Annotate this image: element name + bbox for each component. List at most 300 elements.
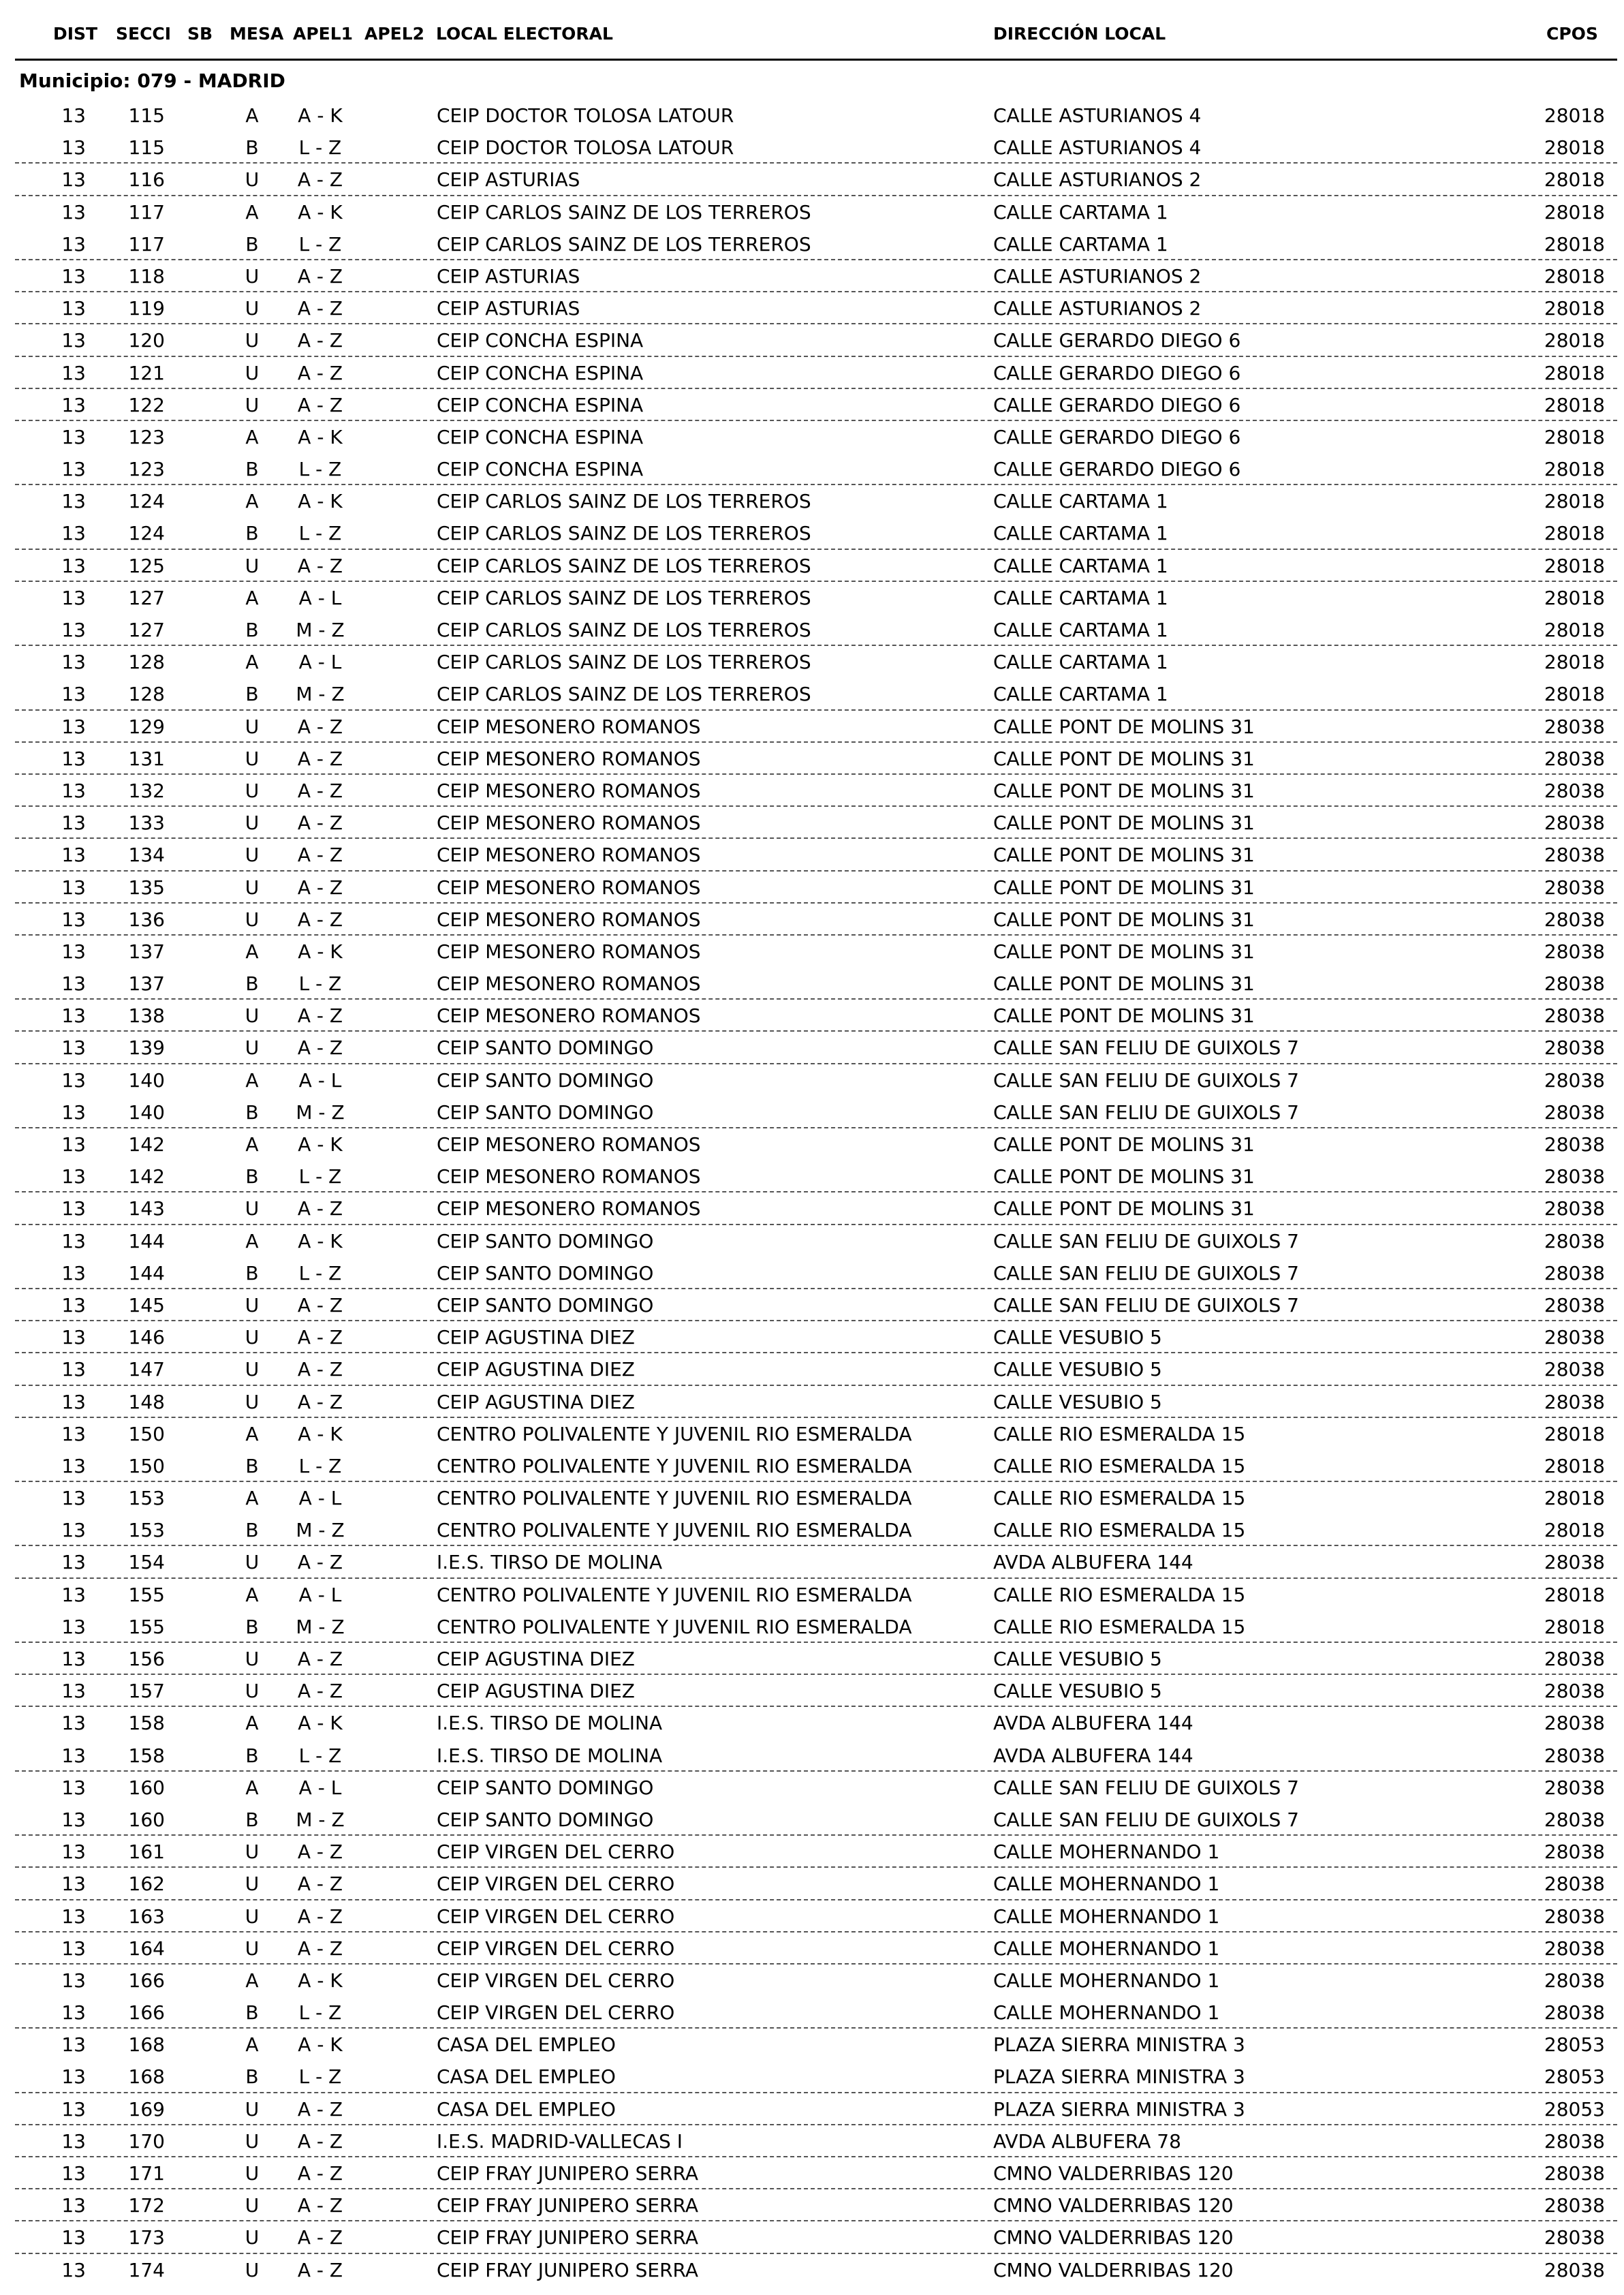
cell-local: CEIP SANTO DOMINGO (437, 1036, 654, 1060)
table-row (0, 1642, 1624, 1674)
cell-dist: 13 (61, 554, 86, 577)
cell-direccion: CALLE RIO ESMERALDA 15 (993, 1422, 1246, 1445)
cell-mesa: U (245, 1551, 260, 1574)
cell-dist: 13 (61, 168, 86, 191)
cell-apel: A - Z (297, 1551, 343, 1574)
cell-secci: 137 (128, 972, 165, 996)
cell-direccion: CALLE PONT DE MOLINS 31 (993, 1165, 1255, 1188)
cell-mesa: B (245, 2001, 259, 2024)
cell-apel: A - Z (297, 715, 343, 738)
table-row (0, 710, 1624, 742)
table-row (0, 1031, 1624, 1063)
cell-apel: A - Z (297, 779, 343, 802)
cell-direccion: CALLE ASTURIANOS 4 (993, 136, 1202, 159)
cell-cpos: 28018 (1544, 297, 1605, 320)
cell-cpos: 28018 (1544, 554, 1605, 577)
cell-local: CEIP SANTO DOMINGO (437, 1261, 654, 1284)
cell-secci: 163 (128, 1905, 165, 1928)
cell-secci: 150 (128, 1454, 165, 1477)
cell-dist: 13 (61, 2194, 86, 2217)
table-row (0, 131, 1624, 163)
cell-cpos: 28038 (1544, 1680, 1605, 1703)
cell-dist: 13 (61, 1165, 86, 1188)
table-row (0, 2253, 1624, 2285)
cell-dist: 13 (61, 812, 86, 835)
cell-local: CEIP MESONERO ROMANOS (437, 1165, 701, 1188)
cell-apel: A - K (298, 1712, 343, 1735)
cell-direccion: CALLE PONT DE MOLINS 31 (993, 1197, 1255, 1220)
cell-apel: L - Z (298, 136, 342, 159)
cell-local: CEIP CARLOS SAINZ DE LOS TERREROS (437, 554, 811, 577)
cell-direccion: CALLE PONT DE MOLINS 31 (993, 940, 1255, 963)
cell-dist: 13 (61, 136, 86, 159)
cell-secci: 142 (128, 1165, 165, 1188)
cell-dist: 13 (61, 1583, 86, 1606)
cell-direccion: CALLE PONT DE MOLINS 31 (993, 1133, 1255, 1156)
cell-direccion: CALLE PONT DE MOLINS 31 (993, 747, 1255, 770)
cell-direccion: CALLE CARTAMA 1 (993, 200, 1168, 224)
cell-local: CEIP SANTO DOMINGO (437, 1068, 654, 1092)
table-row (0, 742, 1624, 774)
cell-cpos: 28038 (1544, 876, 1605, 899)
cell-dist: 13 (61, 1937, 86, 1960)
cell-dist: 13 (61, 683, 86, 706)
cell-dist: 13 (61, 1744, 86, 1767)
cell-mesa: U (245, 1873, 260, 1896)
cell-cpos: 28038 (1544, 715, 1605, 738)
cell-dist: 13 (61, 715, 86, 738)
cell-cpos: 28018 (1544, 425, 1605, 448)
cell-mesa: A (245, 586, 259, 609)
cell-direccion: CALLE ASTURIANOS 2 (993, 297, 1202, 320)
cell-local: I.E.S. MADRID-VALLECAS I (437, 2129, 683, 2153)
cell-local: CASA DEL EMPLEO (437, 2097, 616, 2121)
cell-cpos: 28038 (1544, 2258, 1605, 2281)
cell-secci: 132 (128, 779, 165, 802)
cell-mesa: U (245, 747, 260, 770)
cell-apel: A - Z (297, 844, 343, 867)
cell-apel: A - Z (297, 264, 343, 288)
cell-mesa: A (245, 490, 259, 513)
cell-cpos: 28038 (1544, 812, 1605, 835)
cell-apel: A - Z (297, 1648, 343, 1670)
cell-local: CEIP AGUSTINA DIEZ (437, 1358, 635, 1381)
cell-direccion: CALLE PONT DE MOLINS 31 (993, 876, 1255, 899)
table-row (0, 1578, 1624, 1610)
cell-secci: 173 (128, 2226, 165, 2249)
table-row (0, 452, 1624, 484)
cell-direccion: CMNO VALDERRIBAS 120 (993, 2162, 1234, 2185)
cell-cpos: 28038 (1544, 1648, 1605, 1670)
cell-cpos: 28038 (1544, 1100, 1605, 1124)
cell-dist: 13 (61, 2033, 86, 2057)
cell-apel: A - L (298, 651, 342, 674)
cell-dist: 13 (61, 200, 86, 224)
cell-local: CEIP MESONERO ROMANOS (437, 972, 701, 996)
cell-mesa: A (245, 1422, 259, 1445)
cell-apel: A - Z (297, 2097, 343, 2121)
cell-apel: A - Z (297, 876, 343, 899)
cell-dist: 13 (61, 1519, 86, 1542)
cell-cpos: 28038 (1544, 1261, 1605, 1284)
cell-local: CEIP AGUSTINA DIEZ (437, 1680, 635, 1703)
cell-apel: L - Z (298, 522, 342, 545)
cell-dist: 13 (61, 972, 86, 996)
cell-direccion: CALLE PONT DE MOLINS 31 (993, 779, 1255, 802)
cell-dist: 13 (61, 264, 86, 288)
table-row (0, 967, 1624, 999)
cell-direccion: CALLE CARTAMA 1 (993, 232, 1168, 256)
cell-local: CENTRO POLIVALENTE Y JUVENIL RIO ESMERALDA (437, 1519, 912, 1542)
cell-mesa: U (245, 908, 260, 931)
cell-direccion: CALLE CARTAMA 1 (993, 619, 1168, 641)
cell-dist: 13 (61, 361, 86, 384)
cell-local: CEIP CONCHA ESPINA (437, 458, 644, 481)
cell-mesa: U (245, 876, 260, 899)
cell-cpos: 28018 (1544, 104, 1605, 127)
cell-dist: 13 (61, 1197, 86, 1220)
cell-local: CENTRO POLIVALENTE Y JUVENIL RIO ESMERALDA (437, 1583, 912, 1606)
cell-cpos: 28038 (1544, 1358, 1605, 1381)
table-row (0, 1128, 1624, 1160)
cell-secci: 115 (128, 104, 165, 127)
table-row (0, 484, 1624, 517)
cell-mesa: B (245, 1808, 259, 1831)
header-mesa: MESA (230, 24, 284, 44)
cell-mesa: U (245, 1326, 260, 1349)
table-row (0, 1964, 1624, 1996)
table-row (0, 1545, 1624, 1577)
cell-direccion: CALLE GERARDO DIEGO 6 (993, 458, 1241, 481)
cell-direccion: CALLE PONT DE MOLINS 31 (993, 812, 1255, 835)
cell-apel: A - Z (297, 2258, 343, 2281)
cell-secci: 170 (128, 2129, 165, 2153)
cell-mesa: U (245, 2097, 260, 2121)
cell-direccion: CALLE VESUBIO 5 (993, 1680, 1162, 1703)
cell-secci: 157 (128, 1680, 165, 1703)
cell-direccion: CALLE PONT DE MOLINS 31 (993, 844, 1255, 867)
cell-cpos: 28018 (1544, 136, 1605, 159)
cell-local: CEIP CONCHA ESPINA (437, 361, 644, 384)
table-row (0, 356, 1624, 388)
cell-direccion: CALLE GERARDO DIEGO 6 (993, 425, 1241, 448)
cell-cpos: 28038 (1544, 1744, 1605, 1767)
cell-local: CEIP VIRGEN DEL CERRO (437, 2001, 675, 2024)
cell-mesa: U (245, 2258, 260, 2281)
cell-cpos: 28018 (1544, 522, 1605, 545)
table-row (0, 1321, 1624, 1353)
table-row (0, 292, 1624, 324)
cell-cpos: 28038 (1544, 1197, 1605, 1220)
table-row (0, 324, 1624, 356)
cell-apel: A - K (298, 1422, 343, 1445)
cell-secci: 133 (128, 812, 165, 835)
cell-direccion: CALLE MOHERNANDO 1 (993, 1969, 1220, 1992)
cell-mesa: A (245, 1776, 259, 1799)
cell-cpos: 28018 (1544, 1615, 1605, 1638)
cell-local: CEIP MESONERO ROMANOS (437, 876, 701, 899)
cell-cpos: 28018 (1544, 1422, 1605, 1445)
cell-local: CEIP VIRGEN DEL CERRO (437, 1969, 675, 1992)
cell-apel: A - K (298, 104, 343, 127)
cell-direccion: CALLE MOHERNANDO 1 (993, 2001, 1220, 2024)
cell-local: CEIP FRAY JUNIPERO SERRA (437, 2226, 699, 2249)
table-row (0, 1064, 1624, 1096)
cell-apel: A - L (298, 1068, 342, 1092)
cell-mesa: A (245, 1712, 259, 1735)
cell-cpos: 28038 (1544, 1293, 1605, 1316)
cell-dist: 13 (61, 1680, 86, 1703)
cell-local: CEIP MESONERO ROMANOS (437, 1197, 701, 1220)
cell-direccion: CALLE SAN FELIU DE GUIXOLS 7 (993, 1293, 1299, 1316)
cell-mesa: U (245, 1905, 260, 1928)
cell-local: CEIP SANTO DOMINGO (437, 1229, 654, 1252)
table-row (0, 1803, 1624, 1835)
cell-mesa: B (245, 1744, 259, 1767)
cell-dist: 13 (61, 1776, 86, 1799)
cell-cpos: 28038 (1544, 1390, 1605, 1413)
cell-mesa: A (245, 940, 259, 963)
cell-secci: 171 (128, 2162, 165, 2185)
table-row (0, 1353, 1624, 1385)
table-row (0, 1224, 1624, 1257)
cell-apel: A - Z (297, 1390, 343, 1413)
header-secci: SECCI (116, 24, 172, 44)
table-row (0, 1289, 1624, 1321)
cell-local: CENTRO POLIVALENTE Y JUVENIL RIO ESMERALDA (437, 1454, 912, 1477)
table-row (0, 517, 1624, 549)
table-row (0, 2060, 1624, 2092)
cell-local: CEIP CARLOS SAINZ DE LOS TERREROS (437, 232, 811, 256)
cell-direccion: CALLE CARTAMA 1 (993, 651, 1168, 674)
cell-direccion: CALLE CARTAMA 1 (993, 683, 1168, 706)
cell-direccion: CALLE MOHERNANDO 1 (993, 1937, 1220, 1960)
cell-dist: 13 (61, 490, 86, 513)
table-row (0, 903, 1624, 935)
cell-mesa: U (245, 393, 260, 416)
cell-direccion: CALLE MOHERNANDO 1 (993, 1873, 1220, 1896)
cell-direccion: CALLE SAN FELIU DE GUIXOLS 7 (993, 1036, 1299, 1060)
cell-secci: 124 (128, 522, 165, 545)
cell-secci: 140 (128, 1100, 165, 1124)
cell-apel: A - Z (297, 168, 343, 191)
cell-mesa: U (245, 297, 260, 320)
cell-secci: 127 (128, 586, 165, 609)
cell-cpos: 28018 (1544, 361, 1605, 384)
table-row (0, 1867, 1624, 1899)
cell-local: CASA DEL EMPLEO (437, 2033, 616, 2057)
cell-secci: 158 (128, 1744, 165, 1767)
cell-secci: 169 (128, 2097, 165, 2121)
cell-mesa: A (245, 1583, 259, 1606)
cell-mesa: U (245, 1680, 260, 1703)
cell-cpos: 28038 (1544, 1551, 1605, 1574)
cell-apel: A - Z (297, 1840, 343, 1864)
cell-direccion: CALLE VESUBIO 5 (993, 1358, 1162, 1381)
cell-direccion: CALLE SAN FELIU DE GUIXOLS 7 (993, 1776, 1299, 1799)
cell-local: CEIP CARLOS SAINZ DE LOS TERREROS (437, 490, 811, 513)
municipio-label: Municipio: 079 - MADRID (19, 70, 285, 92)
cell-apel: A - Z (297, 2226, 343, 2249)
cell-secci: 147 (128, 1358, 165, 1381)
cell-local: CEIP ASTURIAS (437, 264, 580, 288)
header-apel2: APEL2 (364, 24, 425, 44)
cell-local: CEIP VIRGEN DEL CERRO (437, 1873, 675, 1896)
cell-apel: A - Z (297, 2129, 343, 2153)
cell-cpos: 28038 (1544, 1969, 1605, 1992)
cell-direccion: AVDA ALBUFERA 144 (993, 1551, 1193, 1574)
cell-cpos: 28038 (1544, 1229, 1605, 1252)
cell-dist: 13 (61, 1358, 86, 1381)
cell-dist: 13 (61, 1133, 86, 1156)
cell-direccion: CALLE ASTURIANOS 4 (993, 104, 1202, 127)
cell-secci: 129 (128, 715, 165, 738)
cell-mesa: A (245, 1068, 259, 1092)
cell-mesa: A (245, 425, 259, 448)
table-body (0, 99, 1624, 2285)
cell-local: CENTRO POLIVALENTE Y JUVENIL RIO ESMERALDA (437, 1615, 912, 1638)
cell-apel: A - K (298, 490, 343, 513)
cell-cpos: 28018 (1544, 264, 1605, 288)
cell-direccion: CALLE SAN FELIU DE GUIXOLS 7 (993, 1261, 1299, 1284)
cell-secci: 118 (128, 264, 165, 288)
cell-dist: 13 (61, 1905, 86, 1928)
cell-dist: 13 (61, 844, 86, 867)
cell-mesa: U (245, 329, 260, 352)
cell-local: CEIP MESONERO ROMANOS (437, 908, 701, 931)
cell-direccion: CMNO VALDERRIBAS 120 (993, 2258, 1234, 2281)
cell-direccion: CALLE MOHERNANDO 1 (993, 1840, 1220, 1864)
cell-apel: L - Z (298, 2065, 342, 2089)
cell-direccion: CALLE PONT DE MOLINS 31 (993, 1004, 1255, 1028)
cell-mesa: B (245, 619, 259, 641)
table-header (0, 0, 1624, 61)
cell-apel: A - Z (297, 1873, 343, 1896)
cell-secci: 135 (128, 876, 165, 899)
cell-dist: 13 (61, 747, 86, 770)
cell-secci: 150 (128, 1422, 165, 1445)
cell-direccion: CALLE RIO ESMERALDA 15 (993, 1487, 1246, 1510)
cell-cpos: 28038 (1544, 972, 1605, 996)
cell-cpos: 28038 (1544, 779, 1605, 802)
table-row (0, 774, 1624, 806)
cell-direccion: CALLE SAN FELIU DE GUIXOLS 7 (993, 1068, 1299, 1092)
cell-dist: 13 (61, 1326, 86, 1349)
cell-secci: 116 (128, 168, 165, 191)
cell-mesa: A (245, 104, 259, 127)
cell-apel: A - Z (297, 1197, 343, 1220)
table-row (0, 228, 1624, 260)
cell-dist: 13 (61, 1422, 86, 1445)
header-rule (15, 59, 1617, 61)
cell-mesa: U (245, 1937, 260, 1960)
cell-local: CEIP MESONERO ROMANOS (437, 715, 701, 738)
cell-mesa: B (245, 2065, 259, 2089)
cell-direccion: CALLE PONT DE MOLINS 31 (993, 715, 1255, 738)
table-row (0, 163, 1624, 195)
cell-mesa: A (245, 1229, 259, 1252)
cell-secci: 146 (128, 1326, 165, 1349)
cell-cpos: 28038 (1544, 844, 1605, 867)
cell-dist: 13 (61, 940, 86, 963)
cell-dist: 13 (61, 586, 86, 609)
cell-cpos: 28038 (1544, 1840, 1605, 1864)
table-row (0, 420, 1624, 452)
cell-secci: 162 (128, 1873, 165, 1896)
cell-cpos: 28038 (1544, 747, 1605, 770)
cell-mesa: B (245, 683, 259, 706)
cell-apel: A - Z (297, 1293, 343, 1316)
cell-local: CEIP MESONERO ROMANOS (437, 812, 701, 835)
cell-local: CENTRO POLIVALENTE Y JUVENIL RIO ESMERALDA (437, 1487, 912, 1510)
cell-local: CEIP VIRGEN DEL CERRO (437, 1905, 675, 1928)
cell-direccion: CALLE GERARDO DIEGO 6 (993, 361, 1241, 384)
cell-cpos: 28018 (1544, 1487, 1605, 1510)
cell-secci: 117 (128, 232, 165, 256)
cell-cpos: 28018 (1544, 393, 1605, 416)
cell-apel: A - Z (297, 2162, 343, 2185)
cell-mesa: B (245, 232, 259, 256)
cell-local: CEIP MESONERO ROMANOS (437, 940, 701, 963)
cell-dist: 13 (61, 425, 86, 448)
cell-dist: 13 (61, 104, 86, 127)
cell-direccion: PLAZA SIERRA MINISTRA 3 (993, 2065, 1245, 2089)
cell-local: CEIP DOCTOR TOLOSA LATOUR (437, 104, 734, 127)
table-row (0, 1257, 1624, 1289)
cell-dist: 13 (61, 1390, 86, 1413)
cell-secci: 124 (128, 490, 165, 513)
table-row (0, 935, 1624, 967)
cell-secci: 155 (128, 1583, 165, 1606)
cell-dist: 13 (61, 1840, 86, 1864)
cell-cpos: 28018 (1544, 683, 1605, 706)
cell-cpos: 28018 (1544, 490, 1605, 513)
cell-mesa: U (245, 812, 260, 835)
cell-secci: 148 (128, 1390, 165, 1413)
cell-direccion: CALLE SAN FELIU DE GUIXOLS 7 (993, 1100, 1299, 1124)
cell-direccion: CALLE PONT DE MOLINS 31 (993, 908, 1255, 931)
cell-cpos: 28038 (1544, 908, 1605, 931)
cell-dist: 13 (61, 876, 86, 899)
cell-secci: 142 (128, 1133, 165, 1156)
cell-dist: 13 (61, 1036, 86, 1060)
cell-dist: 13 (61, 1551, 86, 1574)
cell-secci: 117 (128, 200, 165, 224)
cell-local: CEIP CARLOS SAINZ DE LOS TERREROS (437, 683, 811, 706)
cell-mesa: U (245, 715, 260, 738)
cell-direccion: CALLE CARTAMA 1 (993, 554, 1168, 577)
cell-secci: 134 (128, 844, 165, 867)
table-row (0, 1771, 1624, 1803)
cell-dist: 13 (61, 2226, 86, 2249)
cell-dist: 13 (61, 1261, 86, 1284)
cell-cpos: 28038 (1544, 1905, 1605, 1928)
cell-apel: A - Z (297, 1937, 343, 1960)
cell-cpos: 28038 (1544, 1004, 1605, 1028)
table-row (0, 1932, 1624, 1964)
cell-apel: A - Z (297, 2194, 343, 2217)
cell-secci: 115 (128, 136, 165, 159)
cell-local: CEIP AGUSTINA DIEZ (437, 1326, 635, 1349)
cell-cpos: 28018 (1544, 200, 1605, 224)
cell-local: CEIP DOCTOR TOLOSA LATOUR (437, 136, 734, 159)
cell-dist: 13 (61, 2065, 86, 2089)
cell-cpos: 28018 (1544, 1454, 1605, 1477)
cell-apel: M - Z (296, 1100, 345, 1124)
cell-secci: 160 (128, 1808, 165, 1831)
cell-apel: A - L (298, 1776, 342, 1799)
cell-mesa: U (245, 168, 260, 191)
